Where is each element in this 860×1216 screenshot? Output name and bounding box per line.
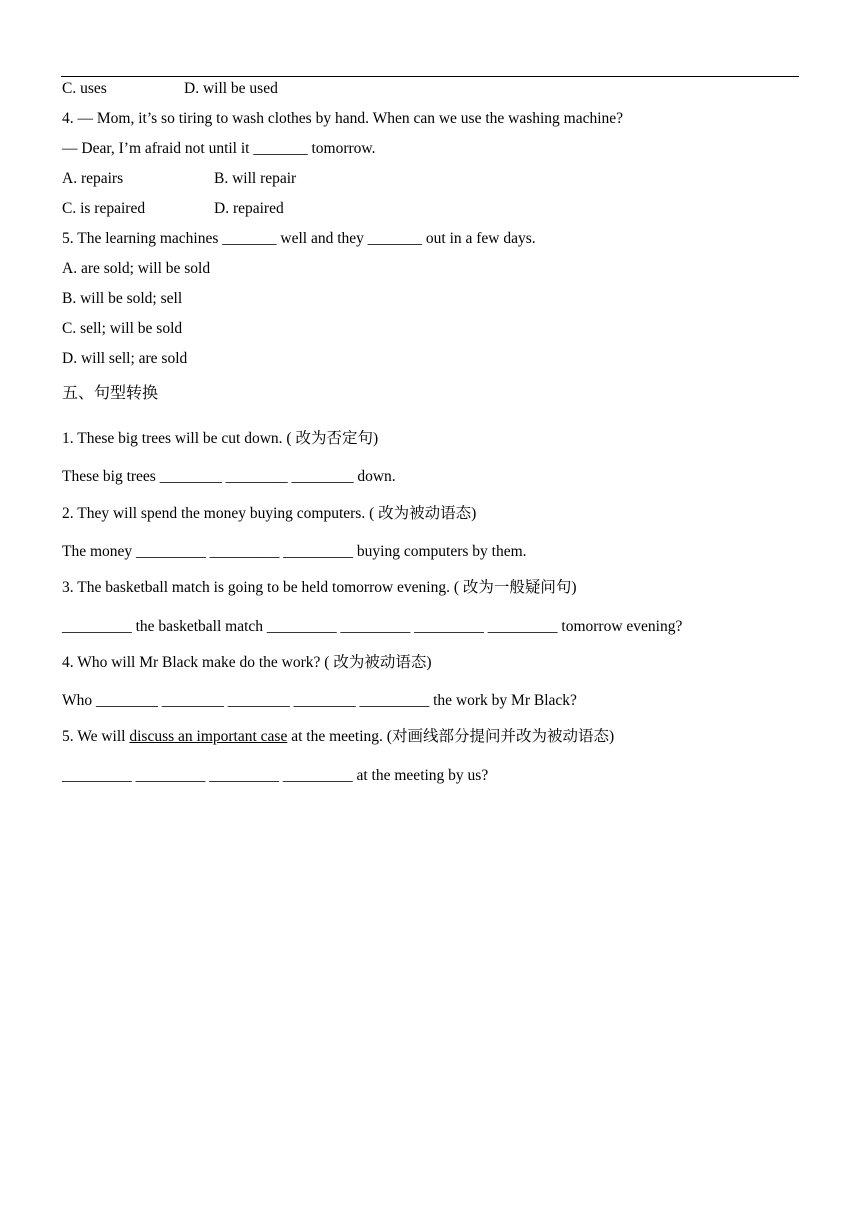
q3-option-d: D. will be used [184, 80, 278, 97]
transform-item-3-instruction: 改为一般疑问句 [462, 578, 572, 596]
q4-option-b: B. will repair [214, 170, 297, 187]
underlined-phrase: discuss an important case [129, 728, 288, 745]
transform-item-1-answer: These big trees ________ ________ ________ down. [62, 468, 396, 485]
q3-option-c: C. uses [62, 80, 107, 97]
transform-item-1-instruction: 改为否定句 [295, 429, 373, 447]
q4-option-c: C. is repaired [62, 200, 146, 217]
q5-option-c: C. sell; will be sold [62, 320, 183, 337]
transform-item-5-prompt: 5. We will discuss an important case at the meeting. (对画线部分提问并改为被动语态) [62, 727, 615, 745]
transform-item-4-instruction: 改为被动语态 [333, 653, 427, 671]
transform-item-5-answer: _________ _________ _________ _________ at the meeting by us? [62, 767, 489, 784]
transform-item-2-instruction: 改为被动语态 [378, 504, 472, 522]
q5-line1: 5. The learning machines _______ well and they _______ out in a few days. [62, 230, 536, 247]
transform-item-2-answer: The money _________ _________ _________ buying computers by them. [62, 543, 527, 560]
q4-line1: 4. — Mom, it’s so tiring to wash clothes by hand. When can we use the washing machine? [62, 110, 624, 127]
header-rule [61, 76, 799, 77]
q4-option-a: A. repairs [62, 170, 124, 187]
section-heading: 五、句型转换 [62, 383, 159, 402]
transform-item-1-prompt: 1. These big trees will be cut down. ( 改为否定句) [62, 429, 379, 447]
q5-option-b: B. will be sold; sell [62, 290, 183, 307]
transform-item-3-answer: _________ the basketball match _________ _________ _________ _________ tomorrow evening? [62, 618, 683, 635]
q4-option-d: D. repaired [214, 200, 284, 217]
q5-option-d: D. will sell; are sold [62, 350, 188, 367]
transform-item-4-answer: Who ________ ________ ________ ________ _________ the work by Mr Black? [62, 692, 577, 709]
transform-item-2-prompt: 2. They will spend the money buying computers. ( 改为被动语态) [62, 504, 477, 522]
transform-item-5-instruction: 对画线部分提问并改为被动语态 [391, 727, 609, 745]
transform-item-4-prompt: 4. Who will Mr Black make do the work? ( 改为被动语态) [62, 653, 432, 671]
q4-line2: — Dear, I’m afraid not until it _______ tomorrow. [62, 140, 376, 157]
q5-option-a: A. are sold; will be sold [62, 260, 211, 277]
transform-item-3-prompt: 3. The basketball match is going to be held tomorrow evening. ( 改为一般疑问句) [62, 578, 577, 596]
